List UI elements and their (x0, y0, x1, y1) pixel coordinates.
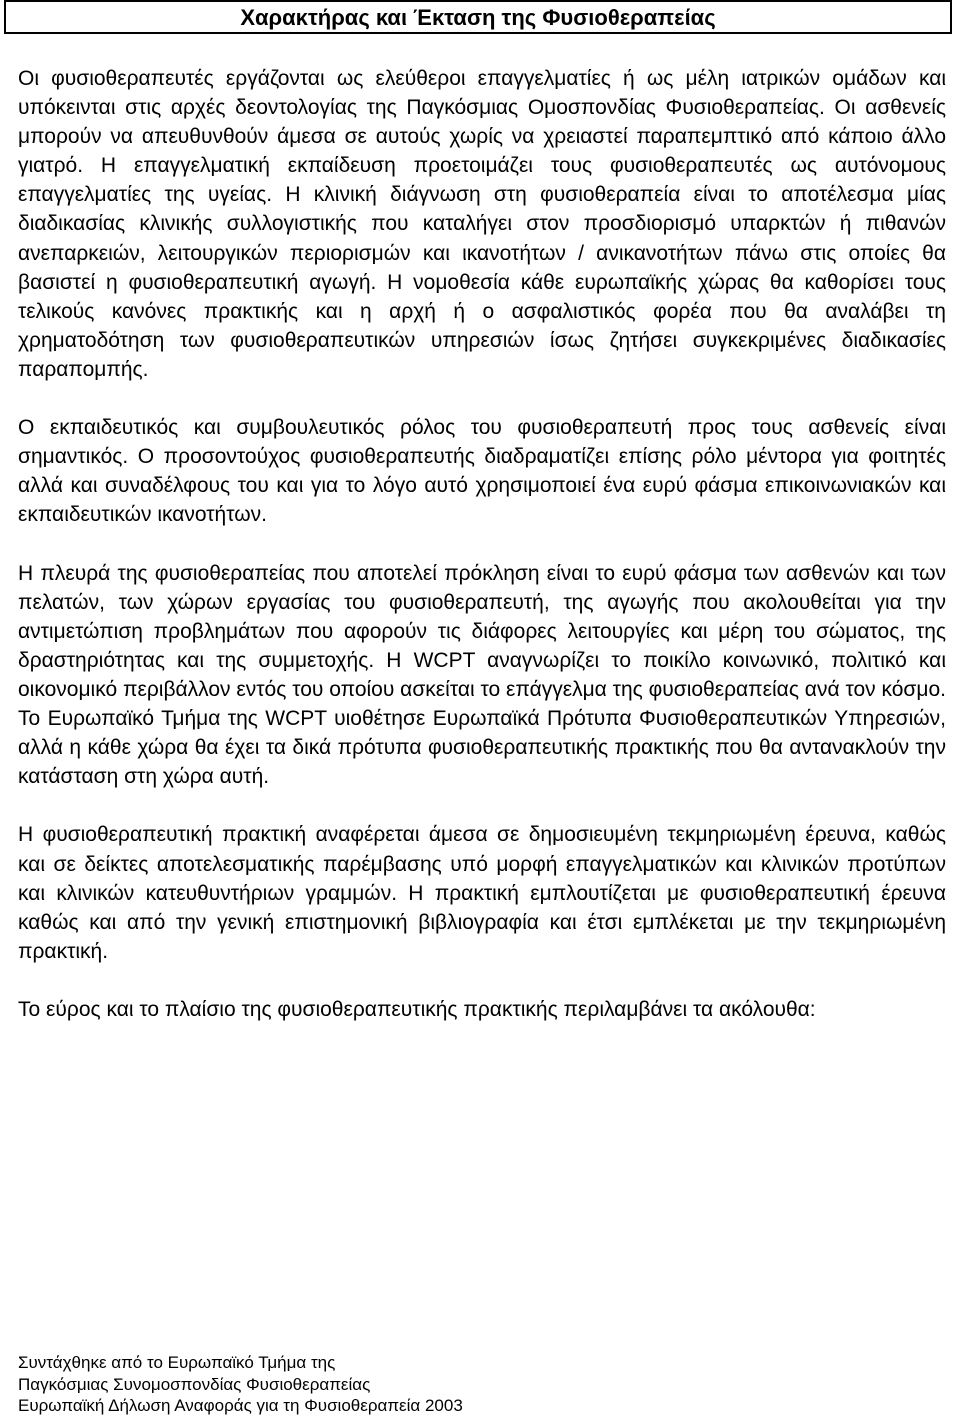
paragraph-nature-of-physiotherapy: Οι φυσιοθεραπευτές εργάζονται ως ελεύθεροι επαγγελματίες ή ως μέλη ιατρικών ομάδων και υπόκεινται στις αρχές δεοντολογίας της Παγκόσμιας Ομοσπονδίας Φυσιοθεραπείας. Οι ασθενείς μπορούν να απευθυνθούν άμεσα σε αυτούς χωρίς να χρειαστεί παραπεμπτικό από κάποιο άλλο γιατρό. Η επαγγελματική εκπαίδευση προετοιμάζει τους φυσιοθεραπευτές ως αυτόνομους επαγγελματίες της υγείας. Η κλινική διάγνωση στη φυσιοθεραπεία είναι το αποτέλεσμα μίας διαδικασίας κλινικής συλλογιστικής που καταλήγει στον προσδιορισμό υπαρκτών ή πιθανών ανεπαρκειών, λειτουργικών περιορισμών και ικανοτήτων / ανικανοτήτων πάνω στις οποίες θα βασιστεί η φυσιοθεραπευτική αγωγή. Η νομοθεσία κάθε ευρωπαϊκής χώρας θα καθορίσει τους τελικούς κανόνες πρακτικής και η αρχή ή ο ασφαλιστικός φορέα που θα αναλάβει τη χρηματοδότηση των φυσιοθεραπευτικών υπηρεσιών ίσως ζητήσει συγκεκριμένες διαδικασίες παραπομπής. (18, 67, 946, 381)
paragraph-scope-intro: Το εύρος και το πλαίσιο της φυσιοθεραπευτικής πρακτικής περιλαμβάνει τα ακόλουθα: (18, 998, 816, 1021)
paragraph-evidence-based-practice: Η φυσιοθεραπευτική πρακτική αναφέρεται άμεσα σε δημοσιευμένη τεκμηριωμένη έρευνα, καθώς και σε δείκτες αποτελεσματικής παρέμβασης υπό μορφή επαγγελματικών και κλινικών προτύπων και κλινικών κατευθυντήριων γραμμών. Η πρακτική εμπλουτίζεται με φυσιοθεραπευτική έρευνα καθώς και από την γενική επιστημονική βιβλιογραφία και έτσι εμπλέκεται με την τεκμηριωμένη πρακτική. (18, 823, 946, 963)
footer-line-document-title: Ευρωπαϊκή Δήλωση Αναφοράς για τη Φυσιοθεραπεία 2003 (18, 1396, 463, 1415)
paragraph-scope-challenge: Η πλευρά της φυσιοθεραπείας που αποτελεί πρόκληση είναι το ευρύ φάσμα των ασθενών και των πελατών, των χώρων εργασίας του φυσιοθεραπευτή, της αγωγής που ακολουθείται για την αντιμετώπιση προβλημάτων που αφορούν τις διάφορες λειτουργίες και μέρη του σώματος, της δραστηριότητας και της συμμετοχής. Η WCPT αναγνωρίζει το ποικίλο κοινωνικό, πολιτικό και οικονομικό περιβάλλον εντός του οποίου ασκείται το επάγγελμα της φυσιοθεραπείας ανά τον κόσμο. Το Ευρωπαϊκό Τμήμα της WCPT υιοθέτησε Ευρωπαϊκά Πρότυπα Φυσιοθεραπευτικών Υπηρεσιών, αλλά η κάθε χώρα θα έχει τα δικά πρότυπα φυσιοθεραπευτικής πρακτικής που θα αντανακλούν την κατάσταση στη χώρα αυτή. (18, 561, 946, 789)
page-footer (18, 1352, 463, 1417)
footer-line-organization: Παγκόσμιας Συνομοσπονδίας Φυσιοθεραπείας (18, 1374, 371, 1394)
footer-line-author: Συντάχθηκε από το Ευρωπαϊκό Τμήμα της (18, 1353, 336, 1372)
paragraph-educational-role: Ο εκπαιδευτικός και συμβουλευτικός ρόλος του φυσιοθεραπευτή προς τους ασθενείς είναι σημαντικός. Ο προσοντούχος φυσιοθεραπευτής διαδραματίζει επίσης ρόλο μέντορα για φοιτητές αλλά και συναδέλφους του και για το λόγο αυτό χρησιμοποιεί ένα ευρύ φάσμα επικοινωνιακών και εκπαιδευτικών ικανοτήτων. (18, 416, 946, 527)
document-body (18, 64, 946, 1024)
page-title: Χαρακτήρας και Έκταση της Φυσιοθεραπείας (4, 0, 952, 34)
